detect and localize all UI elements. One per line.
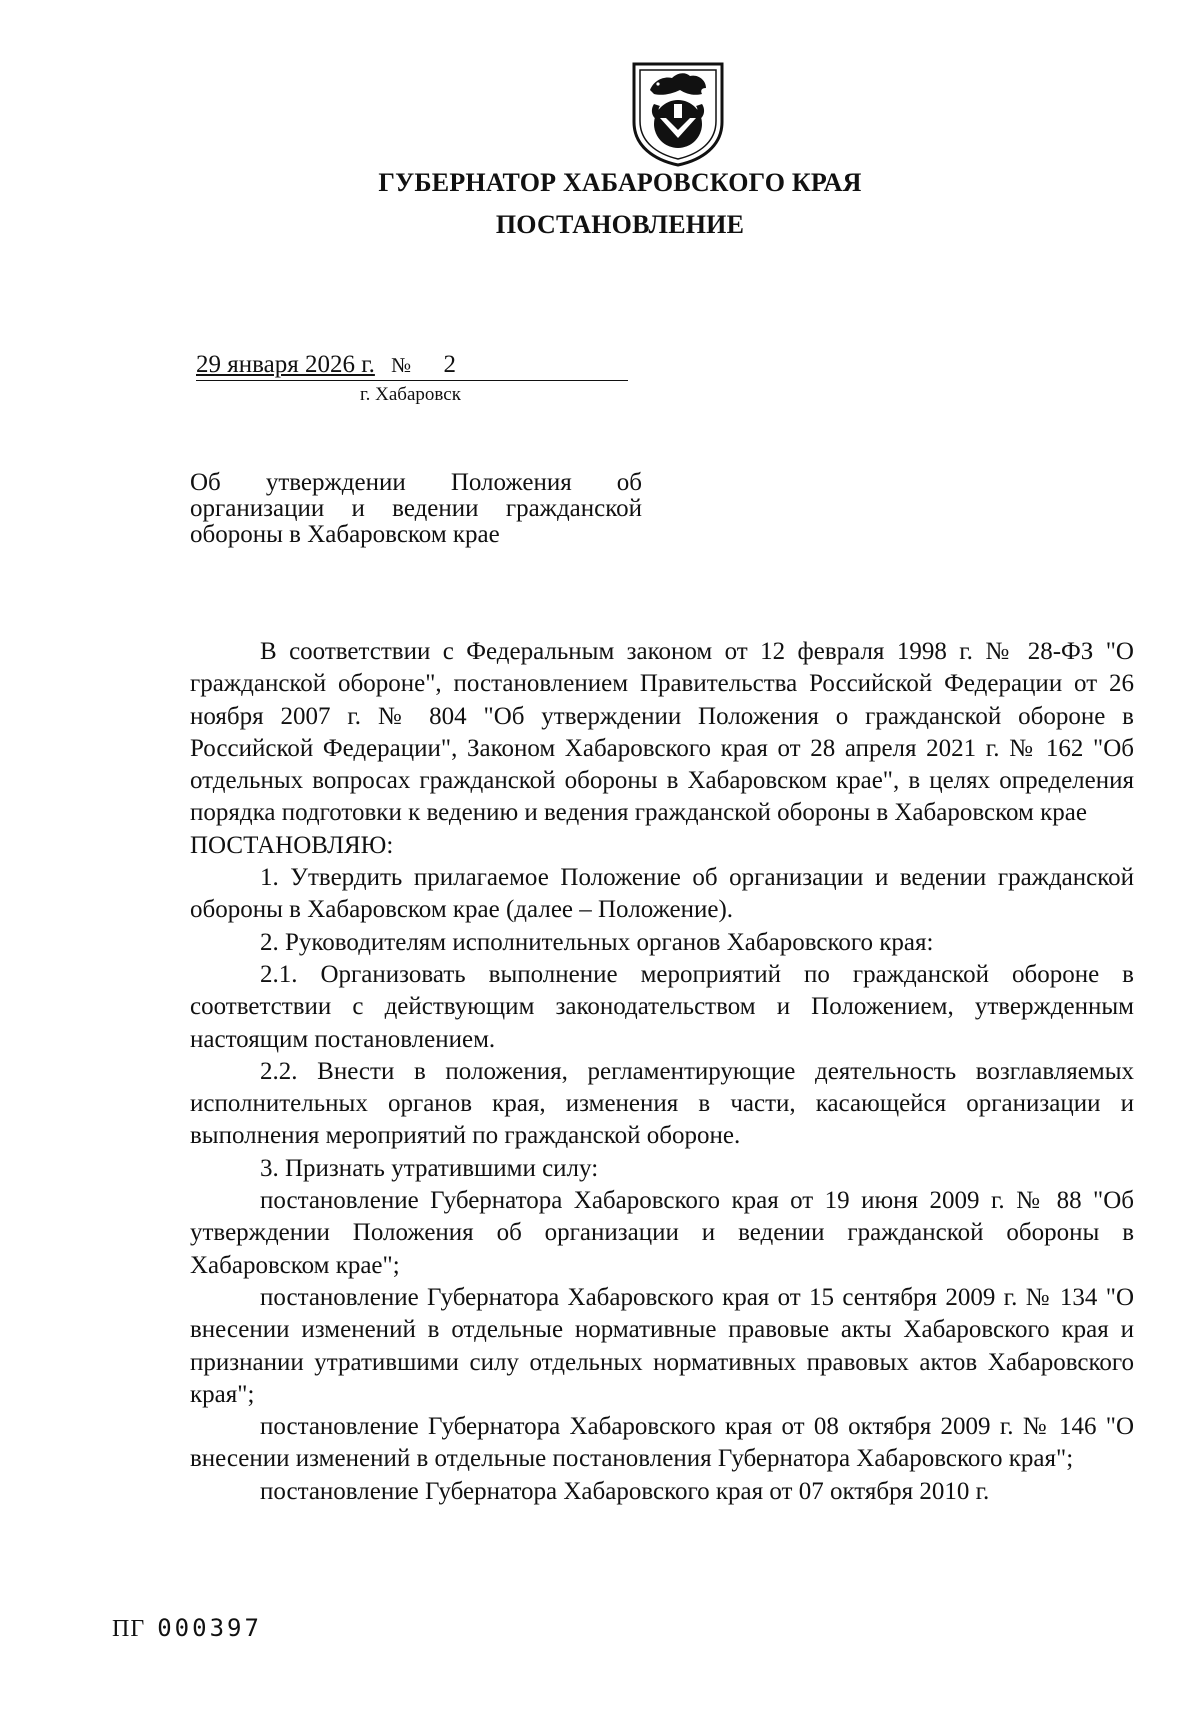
item-2: 2. Руководителям исполнительных органов Хабаровского края:	[260, 928, 934, 956]
decree-word: ПОСТАНОВЛЯЮ:	[190, 831, 394, 859]
repealed-act: постановление Губернатора Хабаровского края от 07 октября 2010 г.	[260, 1477, 990, 1505]
document-subject: Об утверждении Положения об организации и ведении гражданской обороны в Хабаровском крае	[190, 469, 642, 548]
item-2-1: 2.1. Организовать выполнение мероприятий по гражданской обороне в соответствии с действующим законодательством и Положением, утвержденным настоящим постановлением.	[190, 960, 1134, 1053]
number-label: №	[391, 353, 412, 377]
issue-city: г. Хабаровск	[360, 384, 461, 405]
repealed-act: постановление Губернатора Хабаровского края от 15 сентября 2009 г. № 134 "О внесении изменений в отдельные нормативные правовые акты Хабаровского края и признании утратившими силу отдельных нормативных правовых актов Хабаровского края";	[190, 1283, 1134, 1408]
item-1: 1. Утвердить прилагаемое Положение об организации и ведении гражданской обороны в Хабаровском крае (далее – Положение).	[190, 864, 1134, 924]
document-body	[190, 636, 1134, 1508]
issuing-authority: ГУБЕРНАТОР ХАБАРОВСКОГО КРАЯ	[378, 168, 862, 197]
item-2-2: 2.2. Внести в положения, регламентирующие деятельность возглавляемых исполнительных органов края, изменения в части, касающейся организации и выполнения мероприятий по гражданской обороне.	[190, 1057, 1134, 1150]
form-serial-number	[112, 1614, 262, 1643]
preamble: В соответствии с Федеральным законом от 12 февраля 1998 г. № 28-ФЗ "О гражданской обороне", постановлением Правительства Российской Федерации от 26 ноября 2007 г. № 804 "Об утверждении Положения о гражданской обороне в Российской Федерации", Законом Хабаровского края от 28 апреля 2021 г. № 162 "Об отдельных вопросах гражданской обороны в Хабаровском крае", в целях определения порядка подготовки к ведению и ведения гражданской обороны в Хабаровском крае	[190, 638, 1134, 827]
khabarovsk-coat-of-arms-icon	[628, 60, 728, 168]
form-series: ПГ	[112, 1616, 146, 1642]
repealed-act: постановление Губернатора Хабаровского края от 08 октября 2009 г. № 146 "О внесении изменений в отдельные постановления Губернатора Хабаровского края";	[190, 1413, 1134, 1473]
date-number-line	[196, 352, 628, 381]
document-number: 2	[443, 351, 456, 378]
repealed-act: постановление Губернатора Хабаровского края от 19 июня 2009 г. № 88 "Об утверждении Положения об организации и ведении гражданской обороны в Хабаровском крае";	[190, 1187, 1134, 1279]
document-date: 29 января 2026 г.	[196, 351, 375, 378]
form-digits: 000397	[157, 1614, 262, 1642]
item-3: 3. Признать утратившими силу:	[260, 1154, 599, 1182]
document-type: ПОСТАНОВЛЕНИЕ	[495, 210, 745, 239]
